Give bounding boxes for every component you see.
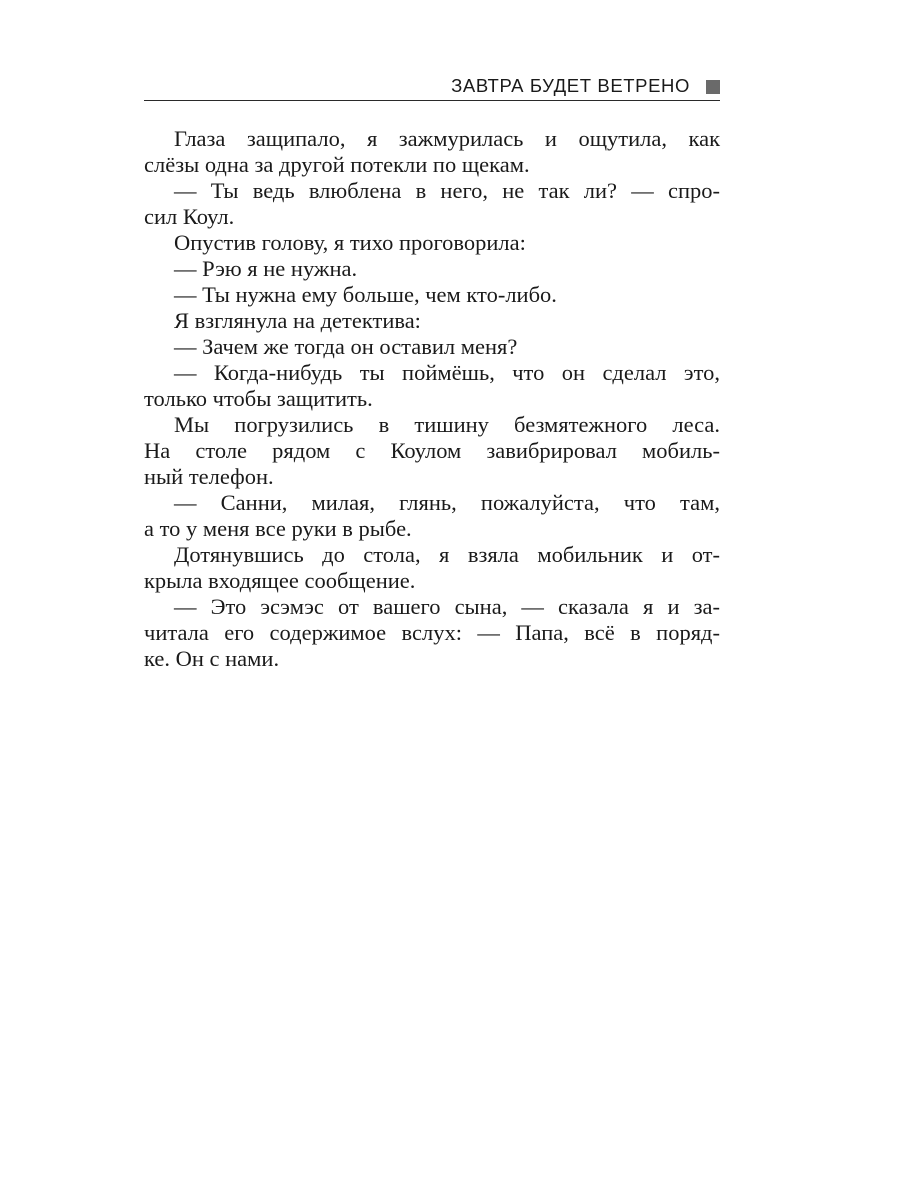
text-line: Глаза защипало, я зажмурилась и ощутила, как	[174, 126, 720, 151]
text-line: — Это эсэмэс от вашего сына, — сказала я и за-	[174, 594, 720, 619]
text-line: — Санни, милая, глянь, пожалуйста, что там,	[174, 490, 720, 515]
text-line: — Рэю я не нужна.	[174, 256, 358, 281]
text-line: только чтобы защитить.	[144, 386, 373, 411]
text-line: а то у меня все руки в рыбе.	[144, 516, 412, 541]
text-line: Мы погрузились в тишину безмятежного леса.	[174, 412, 720, 437]
running-header	[144, 72, 720, 101]
text-line: крыла входящее сообщение.	[144, 568, 416, 593]
running-title: ЗАВТРА БУДЕТ ВЕТРЕНО	[451, 75, 690, 96]
text-line: — Когда-нибудь ты поймёшь, что он сделал это,	[174, 360, 720, 385]
text-line: Опустив голову, я тихо проговорила:	[174, 230, 526, 255]
text-line: сил Коул.	[144, 204, 235, 229]
text-line: — Ты нужна ему больше, чем кто-либо.	[174, 282, 557, 307]
text-line: читала его содержимое вслух: — Папа, всё в поряд-	[144, 620, 720, 645]
text-line: — Зачем же тогда он оставил меня?	[174, 334, 518, 359]
text-line: — Ты ведь влюблена в него, не так ли? — спро-	[174, 178, 720, 203]
text-line: Я взглянула на детектива:	[174, 308, 421, 333]
text-line: На столе рядом с Коулом завибрировал мобиль-	[144, 438, 720, 463]
square-marker-icon	[706, 80, 720, 94]
text-line: слёзы одна за другой потекли по щекам.	[144, 152, 530, 177]
text-line: ный телефон.	[144, 464, 274, 489]
text-line: ке. Он с нами.	[144, 646, 280, 671]
text-line: Дотянувшись до стола, я взяла мобильник и от-	[174, 542, 720, 567]
body-text	[144, 126, 720, 672]
